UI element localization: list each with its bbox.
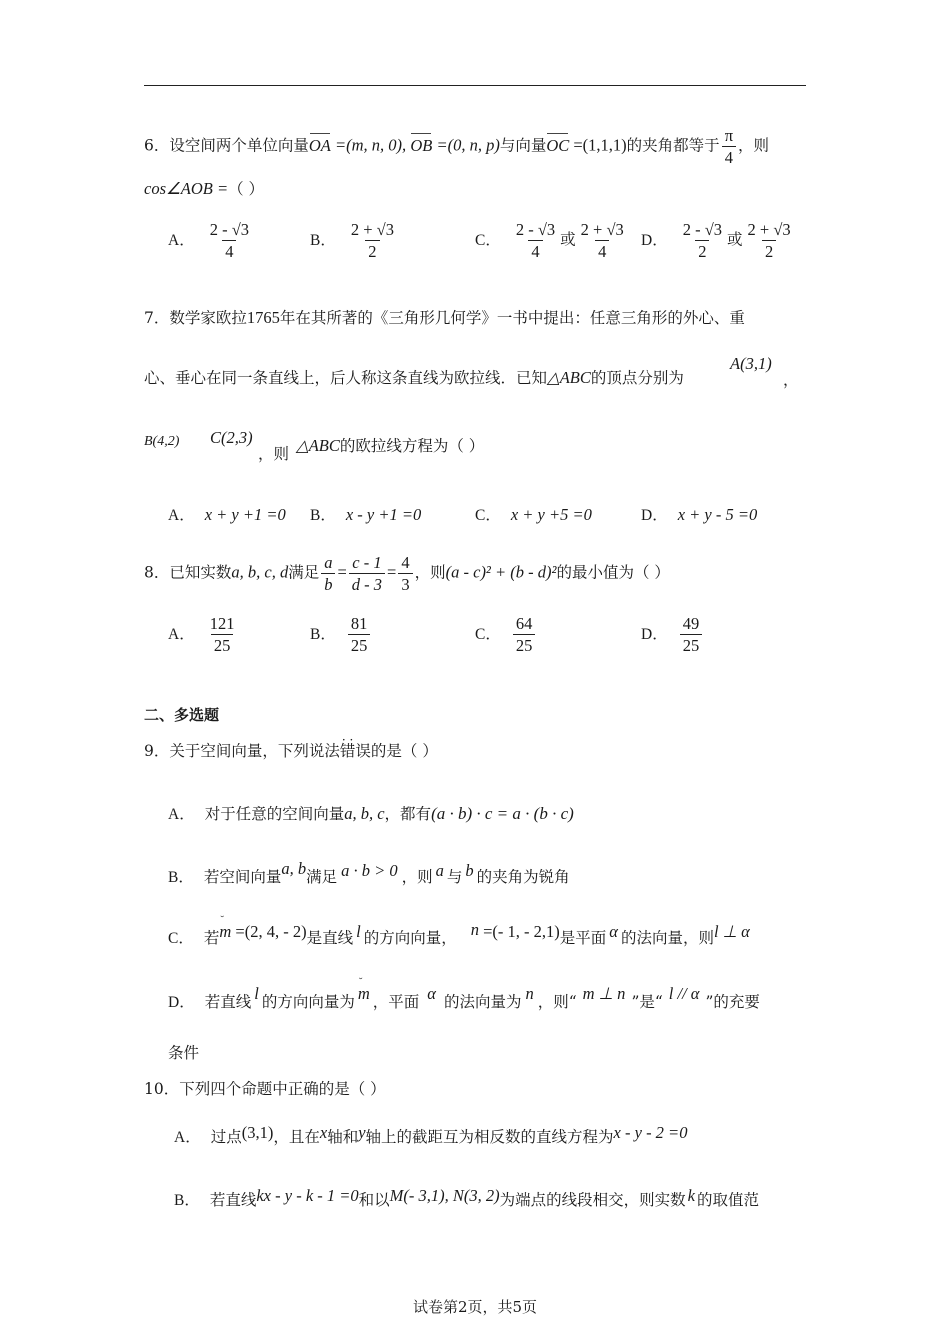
q6-option-c[interactable]: C． $\frac{2 - √3}{4}$ 或 $\frac{2 + √3}{4}$: [475, 220, 624, 261]
question-10-stem: 10．下列四个命题中正确的是（ ）: [144, 1080, 386, 1098]
question-7-line-3b: ，则: [258, 445, 290, 463]
q8-option-d[interactable]: D． $\frac{49}{25}$: [641, 614, 704, 655]
q7-option-b[interactable]: B． x - y +1 =0: [310, 505, 422, 524]
header-rule: [144, 85, 806, 86]
section-heading-multi-choice: 二、多选题: [144, 706, 220, 724]
q9-option-b[interactable]: B． 若空间向量a, b满足 a · b > 0 ，则 a 与 b 的夹角为锐角: [168, 859, 570, 886]
question-8-line-1: 8．已知实数a, b, c, d满足 $\frac{a}{b}$ = $\frac{c - 1}{d - 3}$ = $\frac{4}{3}$ ，则(a - c)² + (b - d)²的最小值为（ ）: [144, 553, 670, 594]
q9-option-d[interactable]: D． 若直线 l 的方向向量为˘ m ，平面 α 的法向量为 n ，则“ m ⊥ n ”是“ l // α ”的充要: [168, 992, 760, 1013]
q7-option-d[interactable]: D． x + y - 5 =0: [641, 505, 758, 524]
question-6-line-2: cos∠AOB =（ ）: [144, 179, 265, 198]
vector-oa: OA: [308, 135, 331, 155]
q8-option-a[interactable]: A． $\frac{121}{25}$: [168, 614, 235, 655]
question-7-line-3: B(4,2): [144, 434, 180, 449]
q6-option-a[interactable]: A． $\frac{2 - √3}{4}$: [168, 220, 250, 261]
page-footer: 试卷第2页，共5页: [412, 1298, 538, 1316]
point-a: A(3,1): [730, 354, 772, 373]
question-6-line-1: 6．设空间两个单位向量OA =(m, n, 0), OB =(0, n, p)与向量OC =(1,1,1)的夹角都等于 $\frac{\pi}{4}$ ，则: [144, 126, 770, 167]
vector-ob: OB: [410, 135, 433, 155]
question-9-stem: 9．关于空间向量，下列说法· · 错误的是（ ）: [144, 741, 438, 761]
q10-option-a[interactable]: A． 过点(3,1)，且在x轴和y轴上的截距互为相反数的直线方程为x - y - 2 =0: [174, 1123, 688, 1146]
vector-oc: OC: [546, 135, 570, 155]
q7-option-a[interactable]: A． x + y +1 =0: [168, 505, 286, 524]
fraction-pi-over-4: $\frac{\pi}{4}$: [722, 126, 736, 167]
q6-option-b[interactable]: B． $\frac{2 + √3}{2}$: [310, 220, 394, 261]
q10-option-b[interactable]: B． 若直线kx - y - k - 1 =0和以M(- 3,1), N(3, 2)为端点的线段相交，则实数 k 的取值范: [174, 1186, 760, 1209]
q9-option-d-line-2: 条件: [168, 1044, 200, 1062]
q9-option-c[interactable]: C． 若˘ m =(2, 4, - 2)是直线 l 的方向向量， n =(- 1, - 2,1)是平面 α 的法向量，则l ⊥ α: [168, 928, 750, 949]
emphasis-dots: · · 错误: [340, 741, 371, 761]
point-c: C(2,3): [210, 428, 253, 447]
triangle-abc: △ABC的欧拉线方程为（ ）: [296, 436, 485, 455]
question-7-line-1: 7．数学家欧拉1765年在其所著的《三角形几何学》一书中提出：任意三角形的外心、重: [144, 308, 745, 327]
comma: ，: [783, 371, 799, 389]
q6-option-d[interactable]: D． $\frac{2 - √3}{2}$ 或 $\frac{2 + √3}{2}$: [641, 220, 791, 261]
question-7-line-2: 心、垂心在同一条直线上，后人称这条直线为欧拉线．已知△ABC的顶点分别为: [144, 368, 684, 387]
q8-option-c[interactable]: C． $\frac{64}{25}$: [475, 614, 537, 655]
q7-option-c[interactable]: C． x + y +5 =0: [475, 505, 592, 524]
q9-option-a[interactable]: A． 对于任意的空间向量a, b, c，都有(a · b) · c = a · (b · c): [168, 804, 574, 823]
q8-option-b[interactable]: B． $\frac{81}{25}$: [310, 614, 372, 655]
